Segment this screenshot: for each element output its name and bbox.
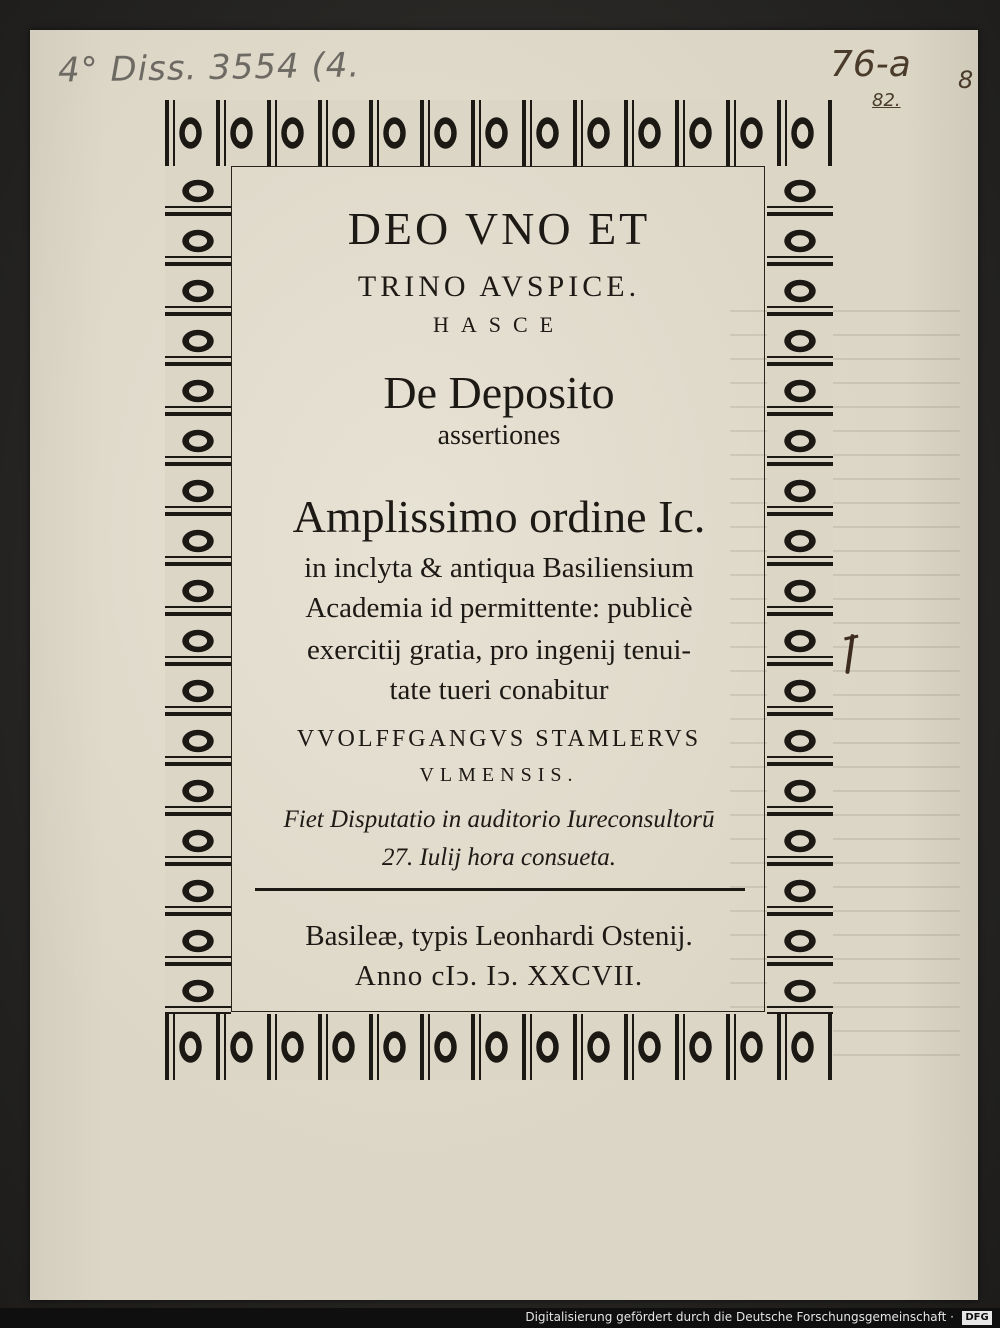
disputation-note-1: Fiet Disputatio in auditorio Iureconsultorū bbox=[283, 806, 715, 833]
body-line-2: in inclyta & antiqua Basiliensium bbox=[304, 552, 694, 584]
ornamental-border-bottom bbox=[165, 1014, 833, 1080]
dedication-line-1: DEO VNO ET bbox=[347, 203, 651, 254]
title-subheading: assertiones bbox=[437, 420, 561, 451]
title-page-text bbox=[233, 166, 765, 1012]
body-line-1: Amplissimo ordine Ic. bbox=[292, 491, 706, 542]
footer-bar bbox=[0, 1308, 1000, 1328]
body-line-3: Academia id permittente: publicè bbox=[305, 592, 693, 624]
imprint-year: Anno cIↄ. Iↄ. XXCVII. bbox=[354, 960, 644, 992]
title-heading: De Deposito bbox=[383, 367, 615, 418]
divider-rule bbox=[255, 888, 745, 891]
footer-credit: Digitalisierung gefördert durch die Deutsche Forschungsgemeinschaft · bbox=[525, 1310, 954, 1324]
ornamental-border-top bbox=[165, 100, 833, 166]
call-number-sub-annotation: 82. bbox=[872, 90, 901, 111]
author-name: VVOLFFGANGVS STAMLERVS bbox=[296, 726, 702, 752]
body-line-4: exercitij gratia, pro ingenij tenui- bbox=[306, 634, 692, 666]
dedication-line-2: TRINO AVSPICE. bbox=[357, 270, 641, 303]
call-number-annotation: 76-a bbox=[830, 44, 911, 85]
ornamental-border-left bbox=[165, 166, 231, 1014]
call-number-side-annotation: 8 bbox=[958, 66, 974, 94]
ornamental-border-right bbox=[767, 166, 833, 1014]
hasce-line: HASCE bbox=[432, 312, 566, 337]
author-origin: VLMENSIS. bbox=[419, 764, 579, 786]
shelfmark-annotation: 4° Diss. 3554 (4. bbox=[57, 45, 361, 91]
body-line-5: tate tueri conabitur bbox=[389, 674, 609, 706]
disputation-note-2: 27. Iulij hora consueta. bbox=[381, 844, 616, 871]
imprint-line: Basileæ, typis Leonhardi Ostenij. bbox=[305, 920, 693, 952]
dfg-logo: DFG bbox=[962, 1311, 992, 1325]
